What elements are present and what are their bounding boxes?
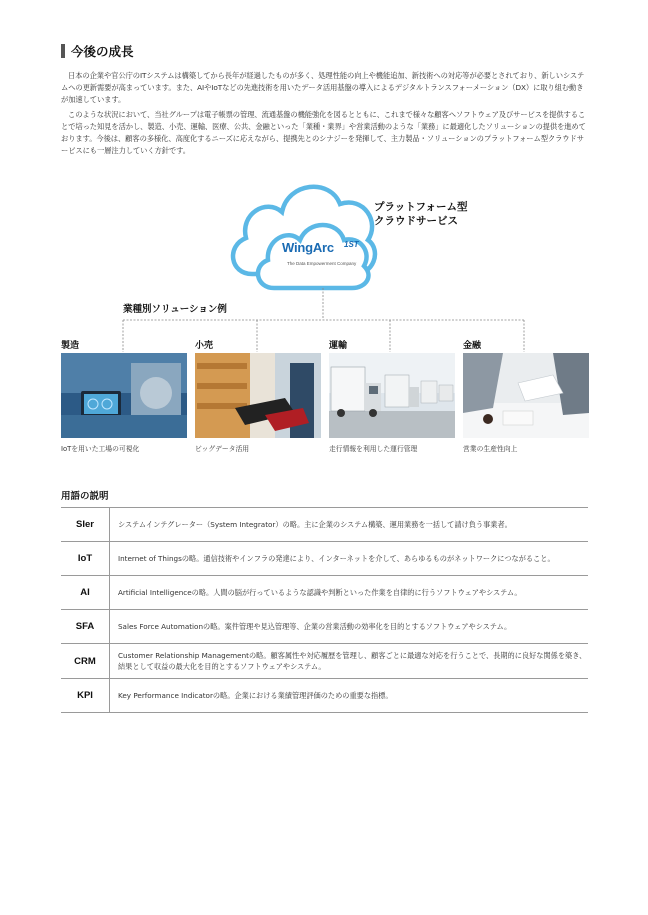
definition-cell: Sales Force Automationの略。案件管理や見込管理等、企業の営業活動の効率化を目的とするソフトウェアやシステム。 <box>110 610 589 644</box>
category-title: 金融 <box>463 341 482 351</box>
paragraph-2-text: このような状況において、当社グループは電子帳票の管理、流通基盤の機能強化を図るとともに、これまで様々な顧客へソフトウェア及びサービスを提供することで培った知見を活かし、製造、小売、運輸、医療、公共、金融といった「業種・業界」や営業活動のような「業務」に最適化したソリューションの提供を進めております。今後は、顧客の多様化、高度化するニーズに応えながら、提携先とのシナジーを発揮して、主力製品・ソリューションのプラットフォーム型クラウドサービスにも一層注力していく方針です。 <box>61 110 586 155</box>
glossary-title: 用語の説明 <box>61 491 109 502</box>
logo-badge: 1ST <box>344 240 359 249</box>
category-caption: 営業の生産性向上 <box>463 445 518 453</box>
definition-cell: システムインテグレーター（System Integrator）の略。主に企業のシステム構築、運用業務を一括して請け負う事業者。 <box>110 508 589 542</box>
table-row <box>61 610 588 644</box>
finance-photo <box>463 353 589 438</box>
definition-cell: Artificial Intelligenceの略。人間の脳が行っているような認識や判断といった作業を自律的に行うソフトウェアやシステム。 <box>110 576 589 610</box>
term-cell: SIer <box>61 508 110 542</box>
category-manufacturing <box>61 338 187 453</box>
table-row <box>61 576 588 610</box>
solutions-label: 業種別ソリューション例 <box>123 304 227 315</box>
term-cell: KPI <box>61 679 110 713</box>
category-caption: 走行情報を利用した運行管理 <box>329 445 418 453</box>
category-retail <box>195 338 321 453</box>
term-cell: AI <box>61 576 110 610</box>
section-title: 今後の成長 <box>71 44 134 59</box>
definition-cell: Internet of Thingsの略。通信技術やインフラの発達により、インターネットを介して、あらゆるものがネットワークにつながること。 <box>110 542 589 576</box>
glossary-table <box>61 507 588 713</box>
term-cell: IoT <box>61 542 110 576</box>
logo-tagline: The Data Empowerment Company <box>287 261 357 266</box>
term-cell: SFA <box>61 610 110 644</box>
tree-connector <box>0 0 648 360</box>
category-title: 小売 <box>195 341 214 351</box>
table-row <box>61 542 588 576</box>
table-row <box>61 508 588 542</box>
retail-photo <box>195 353 321 438</box>
category-title: 運輸 <box>329 341 348 351</box>
category-caption: ビッグデータ活用 <box>195 445 250 453</box>
category-finance <box>463 338 589 453</box>
table-row <box>61 644 588 679</box>
cloud-caption-line1: プラットフォーム型 <box>374 201 468 213</box>
definition-cell: Key Performance Indicatorの略。企業における業績管理評価のための重要な指標。 <box>110 679 589 713</box>
factory-photo <box>61 353 187 438</box>
definition-cell: Customer Relationship Managementの略。顧客属性や対応履歴を管理し、顧客ごとに最適な対応を行うことで、長期的に良好な関係を築き、結果として収益の最大化を目的とするソフトウェアやシステム。 <box>110 644 589 679</box>
paragraph-1-text: 日本の企業や官公庁のITシステムは構築してから長年が経過したものが多く、処理性能の向上や機能追加、新技術への対応等が必要とされており、新しいシステムへの更新需要が高まっています。また、AIやIoTなどの先進技術を用いたデータ活用基盤の導入によるデジタルトランスフォーメーション（DX）に取り組む動きが加速しています。 <box>61 71 585 104</box>
category-title: 製造 <box>61 341 80 351</box>
trucks-photo <box>329 353 455 438</box>
category-caption: IoTを用いた工場の可視化 <box>61 445 140 453</box>
table-row <box>61 679 588 713</box>
term-cell: CRM <box>61 644 110 679</box>
cloud-caption-line2: クラウドサービス <box>374 215 458 227</box>
logo-text: WingArc <box>282 240 334 255</box>
category-transport <box>329 338 455 453</box>
